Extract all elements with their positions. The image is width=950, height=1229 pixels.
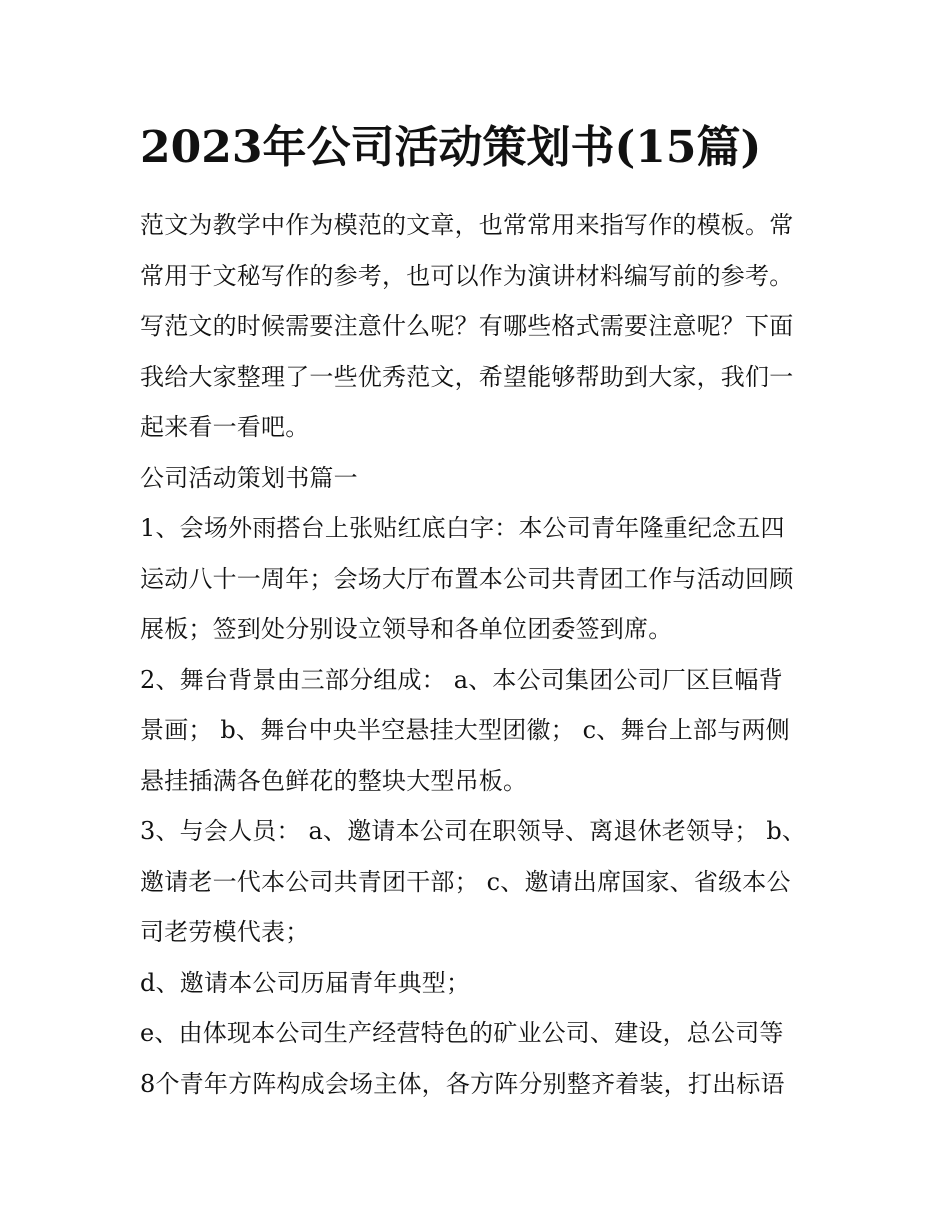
intro-paragraph [140,200,815,453]
list-item-line: 悬挂插满各色鲜花的整块大型吊板。 [140,766,528,795]
document-title: 2023年公司活动策划书(15篇) [140,122,762,173]
list-item-line: 展板；签到处分别设立领导和各单位团委签到席。 [140,615,673,643]
intro-line: 起来看一看吧。 [140,413,310,441]
list-item-3 [140,806,815,958]
list-item-d [140,958,815,1009]
list-item-line: d、邀请本公司历届青年典型； [140,968,471,997]
section-heading [140,453,815,504]
list-item-line: e、由体现本公司生产经营特色的矿业公司、建设，总公司等 [140,1019,784,1047]
intro-line: 范文为教学中作为模范的文章，也常常用来指写作的模板。常 [140,211,794,239]
intro-line: 我给大家整理了一些优秀范文，希望能够帮助到大家，我们一 [140,362,794,391]
list-item-line: 8个青年方阵构成会场主体，各方阵分别整齐着装，打出标语 [140,1069,785,1098]
document-body [140,200,815,1109]
list-item-line: 司老劳模代表； [140,918,310,946]
intro-line: 写范文的时候需要注意什么呢？有哪些格式需要注意呢？下面 [140,312,794,340]
list-item-line: 景画； b、舞台中央半空悬挂大型团徽； c、舞台上部与两侧 [140,716,790,744]
list-item-1 [140,503,815,655]
section-heading-text: 公司活动策划书篇一 [140,463,358,492]
list-item-line: 3、与会人员： a、邀请本公司在职领导、离退休老领导； b、 [140,817,807,845]
list-item-2 [140,655,815,807]
list-item-line: 运动八十一周年；会场大厅布置本公司共青团工作与活动回顾 [140,564,794,593]
list-item-line: 1、会场外雨搭台上张贴红底白字：本公司青年隆重纪念五四 [140,514,785,542]
list-item-e [140,1008,815,1109]
list-item-line: 邀请老一代本公司共青团干部； c、邀请出席国家、省级本公 [140,867,791,896]
list-item-line: 2、舞台背景由三部分组成： a、本公司集团公司厂区巨幅背 [140,665,783,694]
intro-line: 常用于文秘写作的参考，也可以作为演讲材料编写前的参考。 [140,261,794,290]
